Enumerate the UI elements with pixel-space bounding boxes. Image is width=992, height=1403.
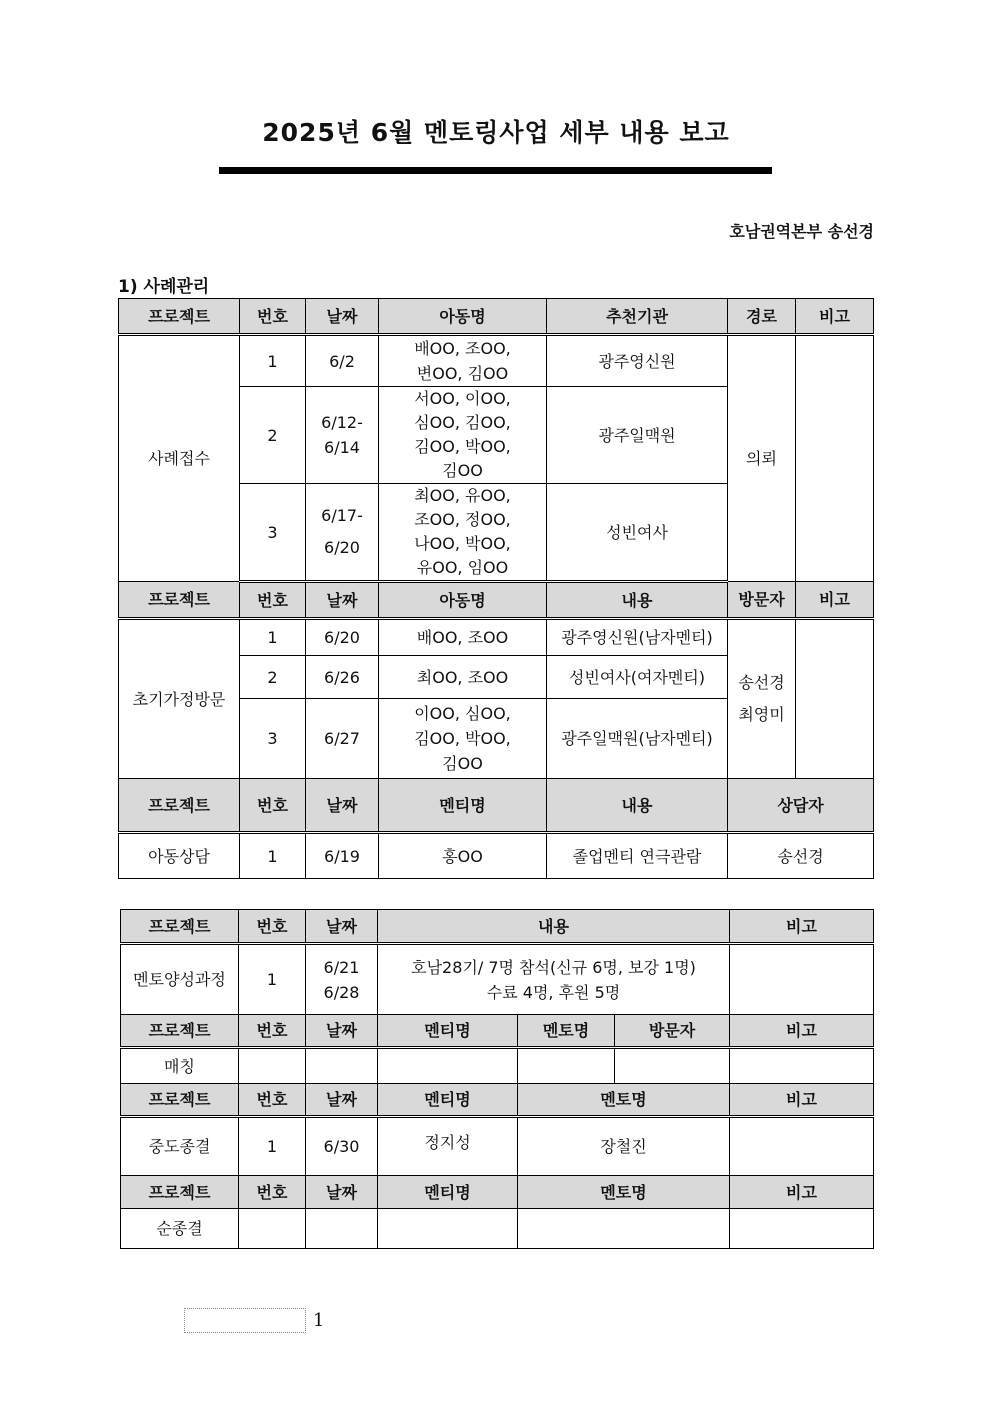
header-note: 비고 (796, 582, 874, 619)
row-mentee (378, 1048, 518, 1084)
row-number: 1 (239, 1117, 306, 1176)
header-project: 프로젝트 (119, 582, 240, 619)
row-children: 최OO, 유OO, 조OO, 정OO, 나OO, 박OO, 유OO, 임OO (379, 484, 547, 582)
header-note: 비고 (730, 910, 874, 944)
page-number-field (184, 1308, 306, 1333)
table-header-row (121, 1015, 874, 1048)
reception-route: 의뢰 (728, 335, 796, 582)
header-number: 번호 (240, 582, 306, 619)
row-counselor: 송선경 (728, 833, 874, 879)
table-row (119, 833, 874, 879)
case-management-table (118, 298, 874, 879)
header-project: 프로젝트 (121, 1176, 239, 1209)
training-label: 멘토양성과정 (121, 944, 239, 1015)
author-line: 호남권역본부 송선경 (729, 222, 874, 241)
row-number: 1 (240, 833, 306, 879)
header-note: 비고 (730, 1176, 874, 1209)
row-date: 6/27 (306, 699, 379, 779)
midterm-label: 중도종결 (121, 1117, 239, 1176)
header-number: 번호 (239, 1015, 306, 1048)
header-project: 프로젝트 (119, 299, 240, 335)
header-child-name: 아동명 (379, 299, 547, 335)
header-date: 날짜 (306, 1084, 378, 1117)
header-project: 프로젝트 (121, 1084, 239, 1117)
row-mentor (518, 1048, 615, 1084)
row-note (730, 1117, 874, 1176)
header-note: 비고 (796, 299, 874, 335)
row-date: 6/30 (306, 1117, 378, 1176)
header-mentee: 멘티명 (379, 779, 547, 833)
header-project: 프로젝트 (121, 1015, 239, 1048)
row-number: 3 (240, 699, 306, 779)
header-date: 날짜 (306, 779, 379, 833)
header-mentee: 멘티명 (378, 1176, 518, 1209)
row-number: 3 (240, 484, 306, 582)
completion-label: 순종결 (121, 1209, 239, 1249)
page-title: 2025년 6월 멘토링사업 세부 내용 보고 (262, 118, 730, 147)
row-date (306, 1209, 378, 1249)
row-children: 서OO, 이OO, 심OO, 김OO, 김OO, 박OO, 김OO (379, 387, 547, 484)
row-date (306, 1048, 378, 1084)
row-children: 최OO, 조OO (379, 656, 547, 699)
row-number (239, 1048, 306, 1084)
row-agency: 광주영신원 (547, 335, 728, 387)
row-agency: 광주일맥원 (547, 387, 728, 484)
header-mentee: 멘티명 (378, 1084, 518, 1117)
row-mentee: 홍OO (379, 833, 547, 879)
header-mentor: 멘토명 (518, 1084, 730, 1117)
row-content: 광주영신원(남자멘티) (547, 619, 728, 656)
row-date: 6/17- 6/20 (306, 484, 379, 582)
table-row (121, 944, 874, 1015)
row-mentor: 장철진 (518, 1117, 730, 1176)
table-header-row (119, 582, 874, 619)
visit-visitors: 송선경 최영미 (728, 619, 796, 779)
table-row (119, 335, 874, 387)
header-content: 내용 (547, 582, 728, 619)
row-agency: 성빈여사 (547, 484, 728, 582)
row-note (730, 1048, 874, 1084)
row-children: 배OO, 조OO (379, 619, 547, 656)
header-date: 날짜 (306, 299, 379, 335)
row-date: 6/2 (306, 335, 379, 387)
row-number: 1 (240, 335, 306, 387)
row-visitor (615, 1048, 730, 1084)
header-date: 날짜 (306, 582, 379, 619)
header-number: 번호 (239, 1084, 306, 1117)
header-agency: 추천기관 (547, 299, 728, 335)
header-route: 경로 (728, 299, 796, 335)
visit-note (796, 619, 874, 779)
header-date: 날짜 (306, 910, 378, 944)
row-mentor (518, 1209, 730, 1249)
row-mentee (378, 1209, 518, 1249)
header-date: 날짜 (306, 1176, 378, 1209)
row-note (730, 1209, 874, 1249)
row-date: 6/20 (306, 619, 379, 656)
row-children: 이OO, 심OO, 김OO, 박OO, 김OO (379, 699, 547, 779)
header-content: 내용 (378, 910, 730, 944)
counsel-label: 아동상담 (119, 833, 240, 879)
row-mentee: 정지성 (378, 1117, 518, 1176)
row-number (239, 1209, 306, 1249)
table-header-row (121, 1176, 874, 1209)
mentoring-process-table (120, 909, 874, 1249)
section-heading: 1) 사례관리 (118, 277, 210, 297)
visit-label: 초기가정방문 (119, 619, 240, 779)
table-header-row (119, 779, 874, 833)
header-project: 프로젝트 (119, 779, 240, 833)
header-visitor: 방문자 (728, 582, 796, 619)
row-date: 6/21 6/28 (306, 944, 378, 1015)
matching-label: 매칭 (121, 1048, 239, 1084)
reception-label: 사례접수 (119, 335, 240, 582)
row-number: 2 (240, 656, 306, 699)
row-content: 졸업멘티 연극관람 (547, 833, 728, 879)
row-date: 6/19 (306, 833, 379, 879)
row-number: 1 (239, 944, 306, 1015)
table-row (121, 1117, 874, 1176)
header-project: 프로젝트 (121, 910, 239, 944)
table-header-row (121, 910, 874, 944)
reception-note (796, 335, 874, 582)
table-header-row (121, 1084, 874, 1117)
row-children: 배OO, 조OO, 변OO, 김OO (379, 335, 547, 387)
header-mentor: 멘토명 (518, 1176, 730, 1209)
table-header-row (119, 299, 874, 335)
table-row (119, 619, 874, 656)
header-number: 번호 (240, 779, 306, 833)
header-number: 번호 (239, 910, 306, 944)
row-content: 광주일맥원(남자멘티) (547, 699, 728, 779)
header-number: 번호 (240, 299, 306, 335)
header-counselor: 상담자 (728, 779, 874, 833)
row-content: 호남28기/ 7명 참석(신규 6명, 보강 1명) 수료 4명, 후원 5명 (378, 944, 730, 1015)
header-note: 비고 (730, 1084, 874, 1117)
row-content: 성빈여사(여자멘티) (547, 656, 728, 699)
table-row (121, 1048, 874, 1084)
row-note (730, 944, 874, 1015)
title-underline (219, 167, 772, 174)
page-number: 1 (313, 1310, 325, 1331)
row-date: 6/12- 6/14 (306, 387, 379, 484)
header-visitor: 방문자 (615, 1015, 730, 1048)
header-date: 날짜 (306, 1015, 378, 1048)
row-date: 6/26 (306, 656, 379, 699)
header-content: 내용 (547, 779, 728, 833)
header-note: 비고 (730, 1015, 874, 1048)
header-child-name: 아동명 (379, 582, 547, 619)
header-mentee: 멘티명 (378, 1015, 518, 1048)
table-row (121, 1209, 874, 1249)
header-mentor: 멘토명 (518, 1015, 615, 1048)
row-number: 1 (240, 619, 306, 656)
header-number: 번호 (239, 1176, 306, 1209)
row-number: 2 (240, 387, 306, 484)
